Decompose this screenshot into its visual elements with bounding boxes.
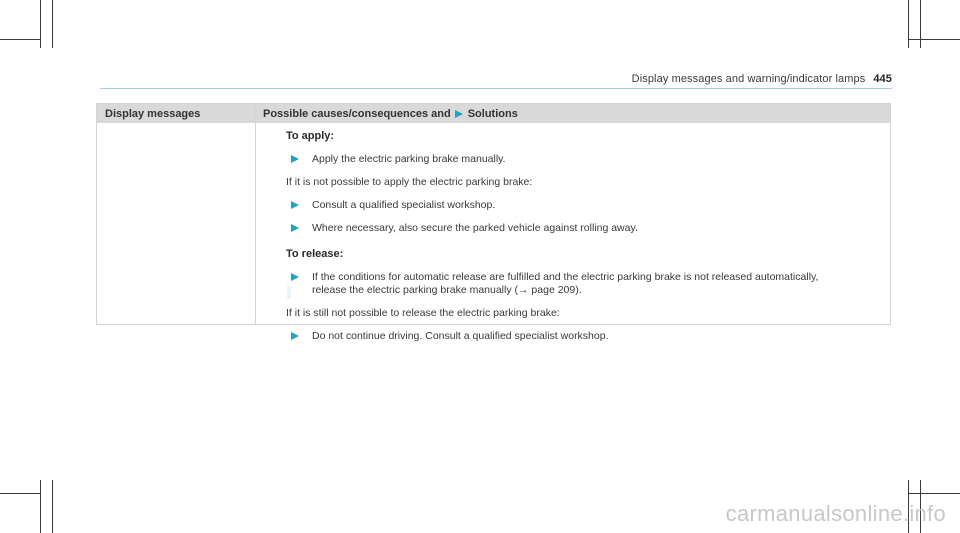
crop-mark	[920, 0, 921, 48]
triangle-right-icon	[455, 110, 463, 118]
triangle-right-icon	[291, 224, 299, 232]
crop-mark	[0, 493, 40, 494]
step-item	[286, 153, 880, 166]
release-heading: To release:	[286, 248, 344, 260]
info-table	[96, 103, 891, 342]
step-item	[286, 222, 880, 235]
triangle-right-icon	[291, 155, 299, 163]
step-item	[286, 330, 880, 343]
crop-mark	[52, 0, 53, 48]
solutions-content	[286, 130, 880, 353]
step-text-line1: If the conditions for automatic release are fulfilled and the electric parking brake is not released automatically,	[312, 271, 819, 283]
column-header-solutions-label: Solutions	[467, 108, 518, 120]
table-header	[97, 104, 890, 123]
triangle-right-icon	[291, 273, 299, 281]
step-text: Apply the electric parking brake manually.	[312, 153, 506, 165]
crop-mark	[908, 493, 960, 494]
crop-mark	[40, 480, 41, 533]
paragraph: If it is not possible to apply the electric parking brake:	[286, 176, 533, 188]
column-header-solutions	[263, 108, 518, 120]
header-rule	[100, 88, 892, 89]
step-text: Where necessary, also secure the parked vehicle against rolling away.	[312, 222, 638, 234]
page-number: 445	[873, 73, 892, 85]
step-continuation-bar	[287, 286, 291, 299]
step-text: Do not continue driving. Consult a qualified specialist workshop.	[312, 330, 609, 342]
column-header-display-messages: Display messages	[105, 108, 201, 120]
step-item	[286, 271, 880, 297]
crop-mark	[908, 39, 960, 40]
watermark: carmanualsonline.info	[725, 501, 946, 526]
triangle-right-icon	[291, 332, 299, 340]
section-title: Display messages and warning/indicator lamps	[631, 73, 866, 85]
apply-heading: To apply:	[286, 130, 335, 142]
triangle-right-icon	[291, 201, 299, 209]
crop-mark	[0, 39, 40, 40]
step-item	[286, 199, 880, 212]
running-header	[632, 73, 892, 85]
step-text-line2: release the electric parking brake manually (→ page 209).	[312, 284, 582, 296]
step-text: Consult a qualified specialist workshop.	[312, 199, 496, 211]
column-header-text: Possible causes/consequences and	[263, 108, 451, 120]
crop-mark	[908, 0, 909, 48]
paragraph: If it is still not possible to release the electric parking brake:	[286, 307, 560, 319]
column-divider	[255, 104, 256, 324]
crop-mark	[40, 0, 41, 48]
crop-mark	[52, 480, 53, 533]
